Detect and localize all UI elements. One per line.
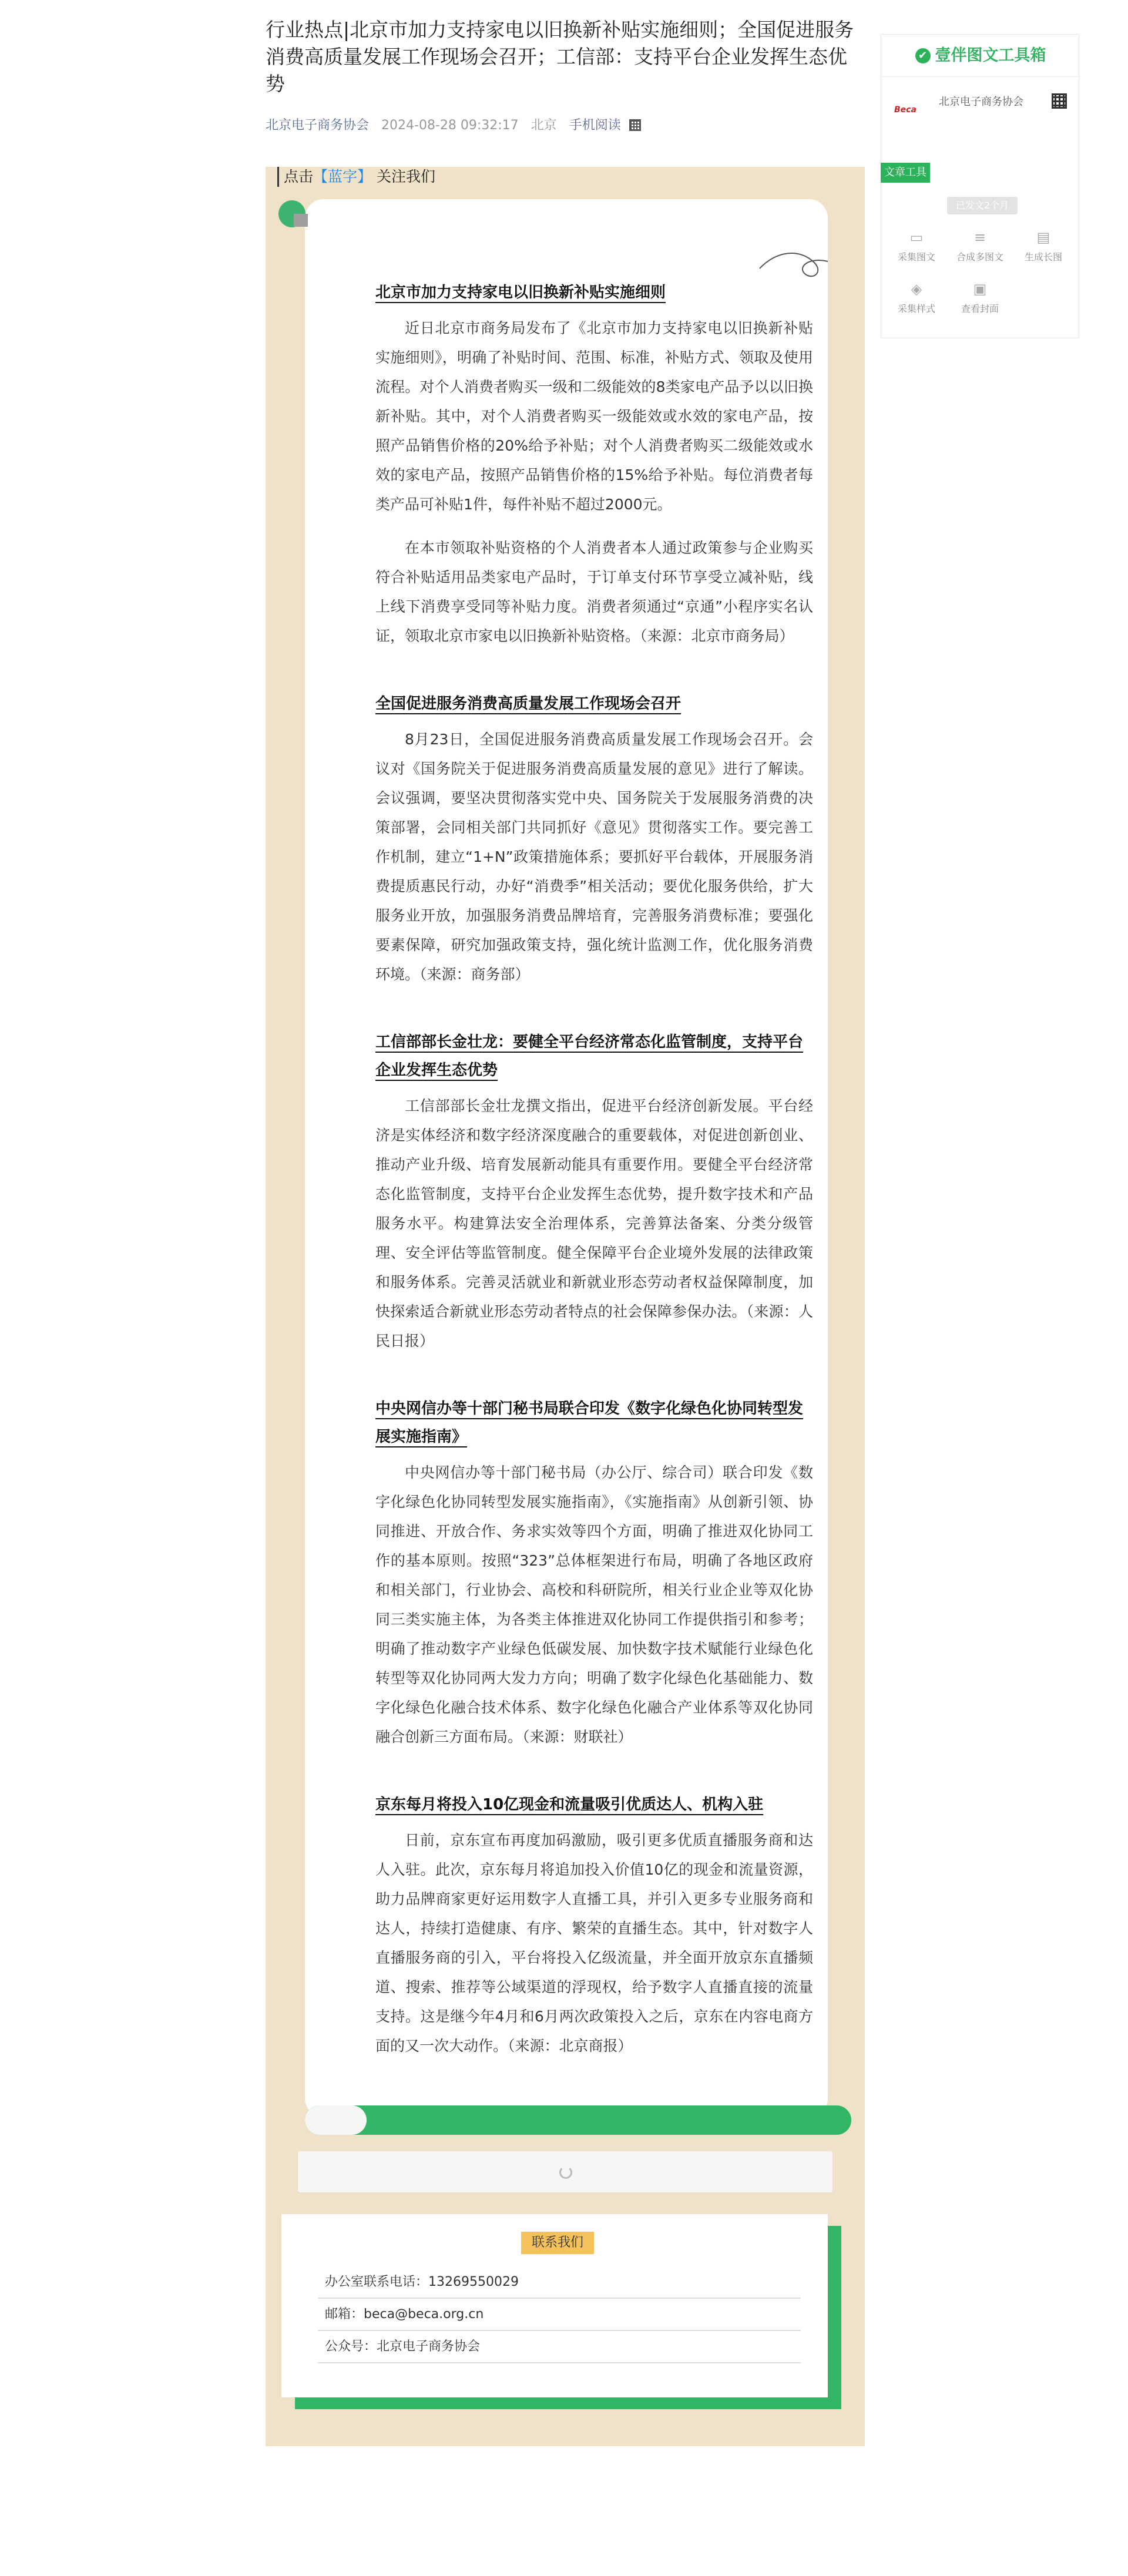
collect-style-button[interactable]: [887, 280, 946, 315]
article-body: [266, 167, 865, 2446]
published-badge: 已发文2个月: [947, 197, 1018, 214]
article-title: 行业热点|北京市加力支持家电以旧换新补贴实施细则；全国促进服务消费高质量发展工作现场会召开；工信部：支持平台企业发挥生态优势: [266, 18, 854, 95]
tool-item-label: 查看封面: [961, 303, 999, 314]
long-image-button[interactable]: [1014, 229, 1073, 263]
collect-style-icon: ◈: [911, 281, 922, 297]
toolbox-header[interactable]: [881, 35, 1080, 77]
loading-spinner-icon: [559, 2166, 572, 2179]
contact-card: [281, 2214, 828, 2397]
account-link[interactable]: 北京电子商务协会: [266, 118, 370, 133]
tool-item-label: 生成长图: [1024, 251, 1062, 263]
section-paragraph: 在本市领取补贴资格的个人消费者本人通过政策参与企业购买符合补贴适用品类家电产品时，于订单支付环节享受立减补贴，线上线下消费享受同等补贴力度。消费者须通过“京通”小程序实名认证，领取北京市家电以旧换新补贴资格。（来源：北京市商务局）: [375, 539, 813, 644]
merge-articles-button[interactable]: [951, 229, 1009, 263]
long-image-icon: ▤: [1036, 229, 1050, 246]
tag-decoration: [294, 214, 308, 227]
view-cover-button[interactable]: [951, 280, 1009, 315]
qrcode-icon[interactable]: [1052, 93, 1067, 109]
section-heading: 工信部部长金壮龙：要健全平台经济常态化监管制度，支持平台企业发挥生态优势: [375, 1033, 804, 1079]
green-bar-decoration: [305, 2105, 851, 2135]
follow-suffix: 关注我们: [376, 168, 435, 185]
account-name: 北京电子商务协会: [939, 96, 1023, 108]
publish-location: 北京: [531, 118, 557, 133]
tool-item-label: 合成多图文: [956, 251, 1003, 263]
follow-prompt: [277, 167, 435, 187]
check-icon: ✔: [915, 48, 931, 63]
follow-prefix: 点击: [284, 168, 314, 185]
section-paragraph: 中央网信办等十部门秘书局（办公厅、综合司）联合印发《数字化绿色化协同转型发展实施指南》，《实施指南》从创新引领、协同推进、开放合作、务求实效等四个方面，明确了推进双化协同工作的基本原则。按照“323”总体框架进行布局，明确了各地区政府和相关部门，行业协会、高校和科研院所，相关行业企业等双化协同三类实施主体，为各类主体推进双化协同工作提供指引和参考；明确了推动数字产业绿色低碳发展、加快数字技术赋能行业绿色化转型等双化协同两大发力方向；明确了数字化绿色化基础能力、数字化绿色化融合技术体系、数字化绿色化融合产业体系等双化协同融合创新三方面布局。（来源：财联社）: [375, 1464, 813, 1745]
article-meta: [266, 115, 649, 133]
section-paragraph: 8月23日，全国促进服务消费高质量发展工作现场会召开。会议对《国务院关于促进服务消费高质量发展的意见》进行了解读。会议强调，要坚决贯彻落实党中央、国务院关于发展服务消费的决策部署，会同相关部门共同抓好《意见》贯彻落实工作。要完善工作机制，建立“1+N”政策措施体系；要抓好平台载体，开展服务消费提质惠民行动，办好“消费季”相关活动；要优化服务供给，扩大服务业开放，加强服务消费品牌培育，完善服务消费标准；要强化要素保障，研究加强政策支持，强化统计监测工作，优化服务消费环境。（来源：商务部）: [375, 731, 813, 983]
contact-account: 公众号：北京电子商务协会: [318, 2332, 801, 2363]
news-section: [375, 278, 813, 651]
news-section: [375, 1395, 813, 1752]
section-paragraph: 近日北京市商务局发布了《北京市加力支持家电以旧换新补贴实施细则》，明确了补贴时间、范围、标准，补贴方式、领取及使用流程。对个人消费者购买一级和二级能效的8类家电产品予以以旧换新补贴。其中，对个人消费者购买一级能效或水效的家电产品，按照产品销售价格的20%给予补贴；对个人消费者购买二级能效或水效的家电产品，按照产品销售价格的15%给予补贴。每位消费者每类产品可补贴1件，每件补贴不超过2000元。: [375, 320, 813, 513]
collect-article-button[interactable]: [887, 229, 946, 263]
section-heading: 全国促进服务消费高质量发展工作现场会召开: [375, 695, 682, 713]
tool-item-label: 采集样式: [897, 303, 935, 314]
view-cover-icon: ▣: [973, 281, 987, 297]
section-heading: 中央网信办等十部门秘书局联合印发《数字化绿色化协同转型发展实施指南》: [375, 1400, 804, 1446]
contact-phone: 办公室联系电话：13269550029: [318, 2267, 801, 2299]
section-heading: 京东每月将投入10亿现金和流量吸引优质达人、机构入驻: [375, 1796, 764, 1813]
news-section: [375, 690, 813, 989]
section-heading: 北京市加力支持家电以旧换新补贴实施细则: [375, 284, 666, 301]
tab-article-tools[interactable]: 文章工具: [881, 163, 930, 183]
news-section: [375, 1028, 813, 1356]
bar-cap-decoration: [305, 2105, 367, 2135]
mobile-read-link[interactable]: [569, 118, 641, 133]
qrcode-icon: [629, 119, 641, 131]
section-paragraph: 日前，京东宣布再度加码激励，吸引更多优质直播服务商和达人入驻。此次，京东每月将追加投入价值10亿的现金和流量资源，助力品牌商家更好运用数字人直播工具，并引入更多专业服务商和达人，持续打造健康、有序、繁荣的直播生态。其中，针对数字人直播服务商的引入，平台将投入亿级流量，并全面开放京东直播频道、搜索、推荐等公域渠道的浮现权，给予数字人直播直接的流量支持。这是继今年4月和6月两次政策投入之后，京东在内容电商方面的又一次大动作。（来源：北京商报）: [375, 1832, 813, 2054]
account-logo: Beca: [894, 105, 916, 115]
follow-link[interactable]: 【蓝字】: [313, 168, 372, 185]
contact-tag: 联系我们: [521, 2232, 594, 2254]
toolbox-panel: [881, 34, 1079, 338]
publish-time: 2024-08-28 09:32:17: [381, 118, 519, 133]
merge-articles-icon: ≡: [973, 229, 986, 246]
toolbox-title: 壹伴图文工具箱: [935, 46, 1046, 65]
content-card: [305, 199, 828, 2117]
mobile-read-label: 手机阅读: [569, 118, 621, 133]
news-section: [375, 1791, 813, 2061]
tool-item-label: 采集图文: [897, 251, 935, 263]
contact-email: 邮箱：beca@beca.org.cn: [318, 2299, 801, 2331]
article-content: [375, 278, 813, 2100]
collect-article-icon: ▭: [909, 229, 924, 246]
loading-placeholder: [298, 2151, 832, 2192]
section-paragraph: 工信部部长金壮龙撰文指出，促进平台经济创新发展。平台经济是实体经济和数字经济深度融合的重要载体，对促进创新创业、推动产业升级、培育发展新动能具有重要作用。要健全平台经济常态化监管制度，支持平台企业发挥生态优势，提升数字技术和产品服务水平。构建算法安全治理体系，完善算法备案、分类分级管理、安全评估等监管制度。健全保障平台企业境外发展的法律政策和服务体系。完善灵活就业和新就业形态劳动者权益保障制度，加快探索适合新就业形态劳动者特点的社会保障参保办法。（来源：人民日报）: [375, 1097, 813, 1349]
